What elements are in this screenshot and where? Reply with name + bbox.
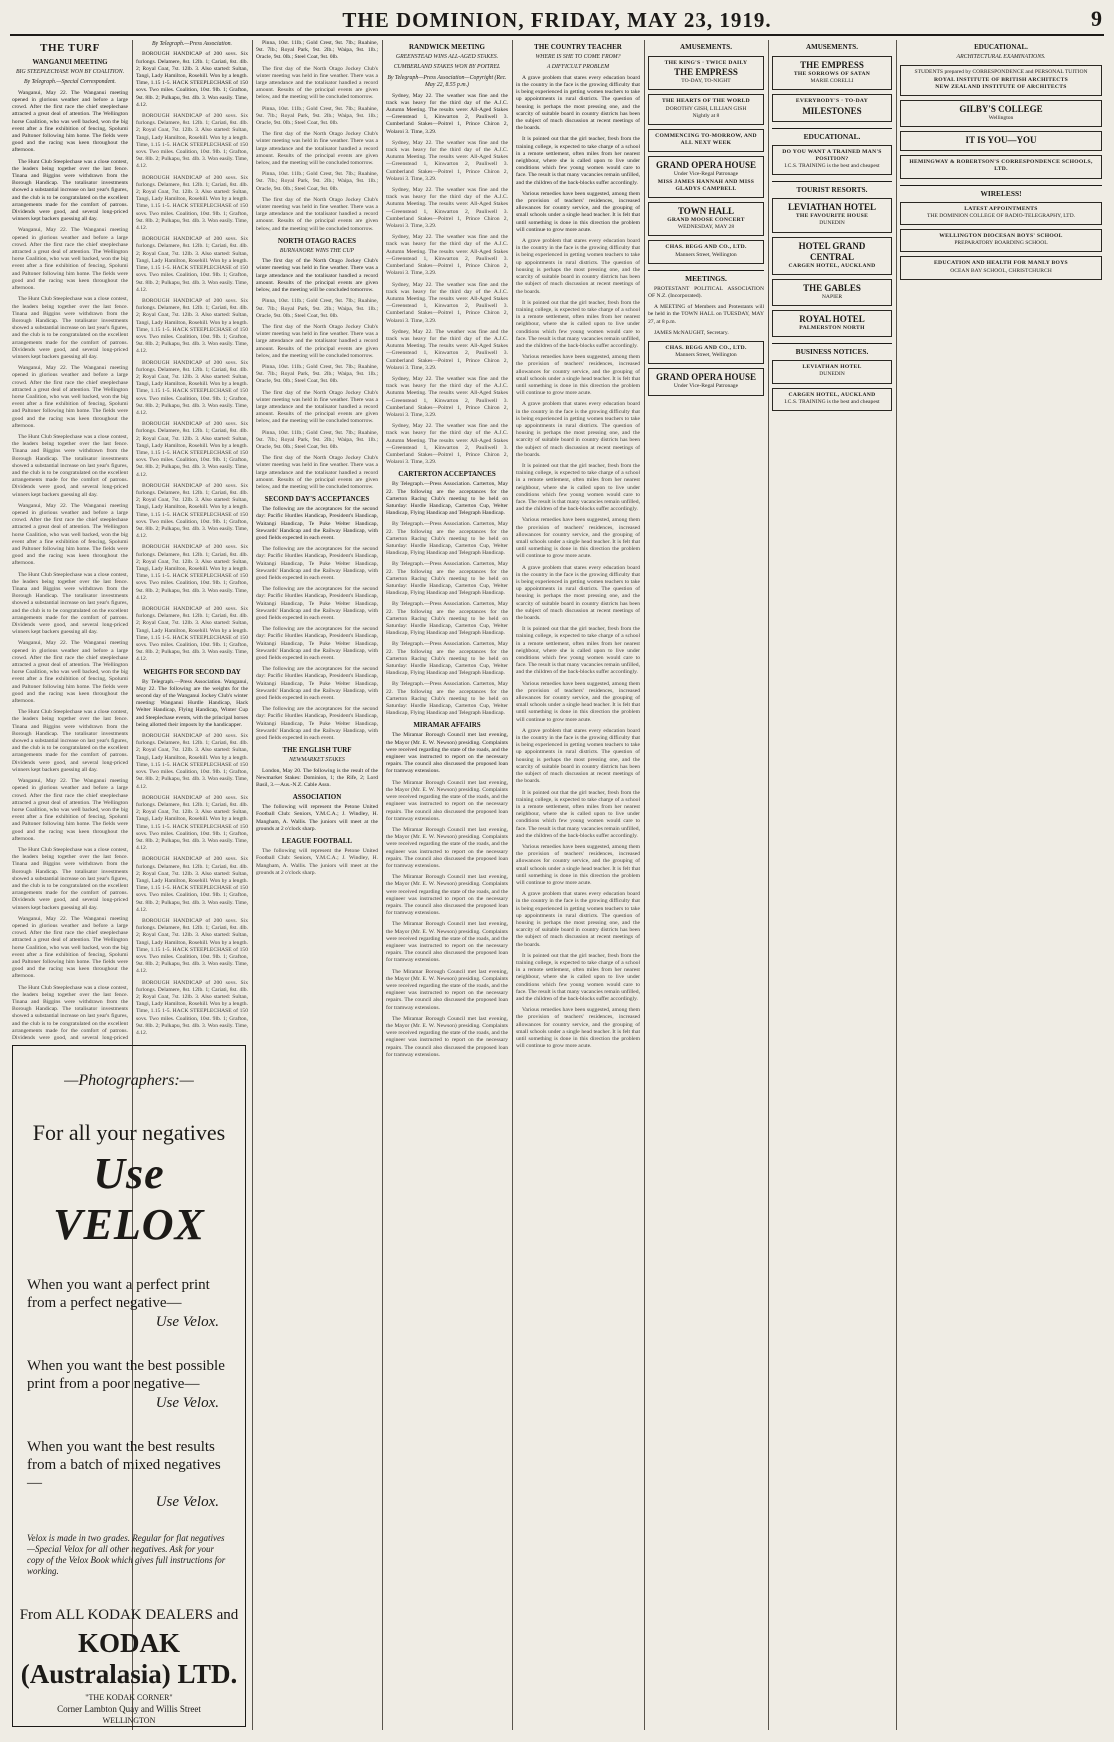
ad-line: GRAND MOOSE CONCERT <box>667 217 745 224</box>
article-body: Wanganui, May 22. The Wanganui meeting opened in glorious weather and before a large crowd. After the first race the chief steeplechase attracted a great deal of attention. The Wellington horse Coalition, who was well backed, won the big event after a fine exhibition of fencing, Spolumi and Paltoner following him home. The fields were good and the racing was keen throughout the afternoon. <box>12 227 128 292</box>
article-body: The Miramar Borough Council met last evening, the Mayor (Mr. E. W. Newson) presiding. Complaints were received regarding the state of the roads, and the engineer was instructed to report on the necessary repairs. The council also discussed the proposed loan for tramway extensions. <box>386 1015 508 1058</box>
ad-line: Under Vice-Regal Patronage <box>673 383 739 390</box>
ad-line: DUNEDIN <box>819 220 845 227</box>
article-body: Pinna, 10st. 11lb.; Gold Crest, 9st. 7lb.; Ruahine, 9st. 7lb.; Royal Park, 9st. 2lb.; Waipa, 9st. 1lb.; Oracle, 9st. 0lb.; Steel Coat, 9st. 0lb. <box>256 298 378 319</box>
column-educational <box>900 40 1102 1730</box>
article-body: It is pointed out that the girl teacher, fresh from the training college, is expected to take charge of a school in a remote settlement, often miles from her nearest neighbour, where she is called upon to live under conditions which few young women would care to face. The result is that many vacancies remain unfilled, and the children of the back-blocks suffer accordingly. <box>516 952 640 1002</box>
article-body: By Telegraph.—Press Association. Carterton, May 22. The following are the acceptances for the Carterton Racing Club's meeting to be held on Saturday: Hurdle Handicap, Carterton Cup, Welter Handicap, Flying Handicap and Telegraph Handicap. <box>386 481 508 517</box>
article-body: Pinna, 10st. 11lb.; Gold Crest, 9st. 7lb.; Ruahine, 9st. 7lb.; Royal Park, 9st. 2lb.; Waipa, 9st. 1lb.; Oracle, 9st. 0lb.; Steel Coat, 9st. 0lb. <box>256 105 378 127</box>
article-body: The Hunt Club Steeplechase was a close contest, the leaders being together over the last fence. Tinana and Biggins were withdrawn from the Borough Handicap. The totalisator investments showed a substantial increase on last year's figures, and the club is to be congratulated on the excellent arrangements made for the comfort of patrons. Dividends were good, and several long-priced winners kept backers guessing all day. <box>12 433 128 498</box>
article-body: The first day of the North Otago Jockey Club's winter meeting was held in fine weather. There was a large attendance and the totalisator handled a record amount. Results of the principal events are given below, and the meeting will be concluded tomorrow. <box>256 389 378 425</box>
ad-line: LEVIATHAN HOTEL <box>787 202 877 213</box>
ad-line: STUDENTS prepared by CORRESPONDENCE and PERSONAL TUITION <box>914 69 1088 76</box>
article-body: BOROUGH HANDICAP of 200 sovs. Six furlongs. Delamere, 8st. 12lb. 1; Cariati, 8st. 4lb. 2; Royal Coat, 7st. 12lb. 3. Also started: Sultan, Tangi, Lady Hamilton, Rosehill. Won by a length. Time, 1.15 1-5. HACK STEEPLECHASE of 150 sovs. Two miles. Coalition, 10st. 9lb. 1; Grafton, 9st. 8lb. 2; Pulkapu, 9st. 4lb. 3. Won easily. Time, 4.12. <box>136 297 248 355</box>
article-body: Wanganui, May 22. The Wanganui meeting opened in glorious weather and before a large crowd. After the first race the chief steeplechase attracted a great deal of attention. The Wellington horse Coalition, who was well backed, won the big event after a fine exhibition of fencing, Spolumi and Paltoner following him home. The fields were good and the racing was keen throughout the afternoon. <box>12 365 128 429</box>
ad-company: KODAK (Australasia) LTD. <box>20 1628 238 1689</box>
education-ad <box>900 202 1102 225</box>
ad-line: THE KING'S · TWICE DAILY <box>664 60 748 66</box>
article-body: BOROUGH HANDICAP of 200 sovs. Six furlongs. Delamere, 8st. 12lb. 1; Cariati, 8st. 4lb. 2; Royal Coat, 7st. 12lb. 3. Also started: Sultan, Tangi, Lady Hamilton, Rosehill. Won by a length. Time, 1.15 1-5. HACK STEEPLECHASE of 150 sovs. Two miles. Coalition, 10st. 9lb. 1; Grafton, 9st. 8lb. 2; Pulkapu, 9st. 4lb. 3. Won easily. Time, 4.12. <box>136 917 248 975</box>
ad-address: Corner Lambton Quay and Willis Street <box>57 1704 201 1714</box>
amusement-ad <box>772 94 892 121</box>
education-ad <box>900 65 1102 96</box>
amusement-ad <box>648 341 764 364</box>
ad-line: Nightly at 8 <box>692 112 720 119</box>
article-body: Various remedies have been suggested, among them the provision of teachers' residences, increased allowances for country service, and the grouping of small schools under a single head teacher. It is felt that until something is done in this direction the problem will continue to grow more acute. <box>516 680 640 723</box>
ad-line: PREPARATORY BOARDING SCHOOL <box>954 240 1048 247</box>
article-body: The following are the acceptances for the second day: Pacific Hurdles Handicap, President's Handicap, Waitangi Handicap, Te Puke Welter Handicap, Stewards' Handicap and the Railway Handicap, with good fields expected in each event. <box>256 626 378 662</box>
article-body: A grave problem that stares every education board in the country in the face is the growing difficulty that is being experienced in getting women teachers to take up appointments in rural districts. The question of housing is perhaps the most pressing one, and the scarcity of suitable board in country districts has been the subject of much discussion at recent meetings of the boards. <box>516 401 640 458</box>
ad-line: NEW ZEALAND INSTITUTE OF ARCHITECTS <box>935 83 1067 90</box>
ad-line: EDUCATION AND HEALTH FOR MANLY BOYS <box>934 260 1068 267</box>
ad-line: MARIE CORELLI <box>810 78 854 85</box>
section-heading: BUSINESS NOTICES. <box>772 343 892 356</box>
ad-fine-print: Velox is made in two grades. Regular for flat negatives—Special Velox for all other negatives. Ask for your copy of the Velox Book which gives full instructions for working. <box>27 1533 226 1576</box>
article-deck: BURNANORE WINS THE CUP <box>279 247 355 254</box>
ad-line: I.C.S. TRAINING is the best and cheapest <box>784 163 880 170</box>
ad-line: LEVIATHAN HOTEL <box>802 364 862 371</box>
article-body: The Miramar Borough Council met last evening, the Mayor (Mr. E. W. Newson) presiding. Complaints were received regarding the state of the roads, and the engineer was instructed to report on the necessary repairs. The council also discussed the proposed loan for tramway extensions. <box>386 874 508 917</box>
article-body: Sydney, May 22. The weather was fine and the track was heavy for the third day of the A.J.C. Autumn Meeting. The results were: All-Aged Stakes—Greenstead 1, Kinwarton 2, Pauliwell 3. Cumberland Stakes—Poitrel 1, Prince Chiron 2, Wolaroi 3. Time, 3.29. <box>386 328 508 371</box>
article-body: The Miramar Borough Council met last evening, the Mayor (Mr. E. W. Newson) presiding. Complaints were received regarding the state of the roads, and the engineer was instructed to report on the necessary repairs. The council also discussed the proposed loan for tramway extensions. <box>386 968 508 1011</box>
article-deck: WHERE IS SHE TO COME FROM? <box>535 54 621 60</box>
article-body: London, May 20. The following is the result of the Newmarket Stakes: Dominion, 1; the Rife, 2; Lord Basil, 3.—Aus.-N.Z. Cable Assn. <box>256 767 378 789</box>
ad-line: GRAND OPERA HOUSE <box>655 372 756 383</box>
ad-copy: When you want the best results from a batch of mixed negatives— <box>27 1439 221 1491</box>
ad-line: LATEST APPOINTMENTS <box>964 205 1038 212</box>
article-body: The first day of the North Otago Jockey Club's winter meeting was held in fine weather. There was a large attendance and the totalisator handled a record amount. Results of the principal events are given below, and the meeting will be concluded tomorrow. <box>256 196 378 232</box>
column-rule <box>644 40 645 1730</box>
article-body: A grave problem that stares every education board in the country in the face is the growing difficulty that is being experienced in getting women teachers to take up appointments in rural districts. The question of housing is perhaps the most pressing one, and the scarcity of suitable board in country districts has been the subject of much discussion at recent meetings of the boards. <box>516 238 640 295</box>
article-body: BOROUGH HANDICAP of 200 sovs. Six furlongs. Delamere, 8st. 12lb. 1; Cariati, 8st. 4lb. 2; Royal Coat, 7st. 12lb. 3. Also started: Sultan, Tangi, Lady Hamilton, Rosehill. Won by a length. Time, 1.15 1-5. HACK STEEPLECHASE of 150 sovs. Two miles. Coalition, 10st. 9lb. 1; Grafton, 9st. 8lb. 2; Pulkapu, 9st. 4lb. 3. Won easily. Time, 4.12. <box>136 733 248 790</box>
ad-line: NAPIER <box>821 293 843 300</box>
ad-line: Manners Street, Wellington <box>675 251 737 258</box>
article-heading: NORTH OTAGO RACES <box>277 236 357 245</box>
ad-line: Manners Street, Wellington <box>675 352 737 359</box>
amusement-ad <box>648 202 764 236</box>
article-body: The first day of the North Otago Jockey Club's winter meeting was held in fine weather. There was a large attendance and the totalisator handled a record amount. Results of the principal events are given below, and the meeting will be concluded tomorrow. <box>256 323 378 359</box>
article-body: Wanganui, May 22. The Wanganui meeting opened in glorious weather and before a large crowd. After the first race the chief steeplechase attracted a great deal of attention. The Wellington horse Coalition, who was well backed, won the big event after a fine exhibition of fencing, Spolumi and Paltoner following him home. The fields were good and the racing was keen throughout the afternoon. <box>12 915 128 980</box>
article-body: The first day of the North Otago Jockey Club's winter meeting was held in fine weather. There was a large attendance and the totalisator handled a record amount. Results of the principal events are given below, and the meeting will be concluded tomorrow. <box>256 65 378 101</box>
article-body: The following will represent the Petone United Football Club: Seniors, Y.M.C.A.; J. Windley, H. Mangham, A. Wallis. The juniors will meet at the grounds at 2 o'clock sharp. <box>256 848 378 876</box>
ad-line: THE DOMINION COLLEGE OF RADIO-TELEGRAPHY, LTD. <box>926 212 1076 219</box>
column-randwick <box>386 40 508 1730</box>
column-rule <box>896 40 897 1730</box>
ad-city: WELLINGTON <box>102 1716 156 1725</box>
article-body: It is pointed out that the girl teacher, fresh from the training college, is expected to take charge of a school in a remote settlement, often miles from her nearest neighbour, where she is called upon to live under conditions which few young women would care to face. The result is that many vacancies remain unfilled, and the children of the back-blocks suffer accordingly. <box>516 299 640 349</box>
article-deck: CUMBERLAND STAKES WON BY POITREL <box>393 64 501 71</box>
article-body: Pinna, 10st. 11lb.; Gold Crest, 9st. 7lb.; Ruahine, 9st. 7lb.; Royal Park, 9st. 2lb.; Waipa, 9st. 1lb.; Oracle, 9st. 0lb.; Steel Coat, 9st. 0lb. <box>256 429 378 450</box>
article-deck: ARCHITECTURAL EXAMINATIONS. <box>956 54 1046 60</box>
article-body: The Hunt Club Steeplechase was a close contest, the leaders being together over the last fence. Tinana and Biggins were withdrawn from the Borough Handicap. The totalisator investments showed a substantial increase on last year's figures, and the club is to be congratulated on the excellent arrangements made for the comfort of patrons. Dividends were good, and several long-priced winners kept backers guessing all day. <box>12 709 128 773</box>
education-ad <box>772 145 892 176</box>
article-body: Sydney, May 22. The weather was fine and the track was heavy for the third day of the A.J.C. Autumn Meeting. The results were: All-Aged Stakes—Greenstead 1, Kinwarton 2, Pauliwell 3. Cumberland Stakes—Poitrel 1, Prince Chiron 2, Wolaroi 3. Time, 3.29. <box>386 187 508 230</box>
column-amusements <box>648 40 764 1730</box>
ad-line: I.C.S. TRAINING is the best and cheapest <box>784 398 880 405</box>
article-deck: BIG STEEPLECHASE WON BY COALITION. <box>15 69 125 75</box>
ad-copy: When you want a perfect print from a perfect negative— <box>27 1277 210 1311</box>
article-body: Various remedies have been suggested, among them the provision of teachers' residences, increased allowances for country service, and the grouping of small schools under a single head teacher. It is felt that until something is done in this direction the problem will continue to grow more acute. <box>516 190 640 233</box>
page-title: THE DOMINION, FRIDAY, MAY 23, 1919. <box>342 8 772 32</box>
article-body: The following will represent the Petone United Football Club: Seniors, Y.M.C.A.; J. Windley, H. Mangham, A. Wallis. The juniors will meet at the grounds at 2 o'clock sharp. <box>256 804 378 832</box>
ad-line: MILESTONES <box>802 105 862 116</box>
ad-line: THE SORROWS OF SATAN <box>793 71 871 77</box>
ad-line: WEDNESDAY, MAY 28 <box>677 224 735 231</box>
ad-line: ROYAL HOTEL <box>799 314 865 325</box>
ad-store-name: "THE KODAK CORNER" <box>85 1693 173 1702</box>
ad-tagline: Use Velox. <box>155 1395 219 1411</box>
article-heading: SECOND DAY'S ACCEPTANCES <box>264 495 370 504</box>
column-amusements-2 <box>772 40 892 1730</box>
ad-tagline: Use Velox. <box>155 1314 219 1330</box>
ad-line: DOROTHY GISH, LILLIAN GISH <box>665 105 747 112</box>
article-body: The following are the acceptances for the second day: Pacific Hurdles Handicap, President's Handicap, Waitangi Handicap, Te Puke Welter Handicap, Stewards' Handicap and the Railway Handicap, with good fields expected in each event. <box>256 506 378 541</box>
article-heading: RANDWICK MEETING <box>408 43 486 51</box>
article-body: Pinna, 10st. 11lb.; Gold Crest, 9st. 7lb.; Ruahine, 9st. 7lb.; Royal Park, 9st. 2lb.; Waipa, 9st. 1lb.; Oracle, 9st. 0lb.; Steel Coat, 9st. 0lb. <box>256 171 378 192</box>
column-rule <box>768 40 769 1730</box>
section-heading: THE TURF <box>40 42 100 54</box>
article-body: The following are the acceptances for the second day: Pacific Hurdles Handicap, President's Handicap, Waitangi Handicap, Te Puke Welter Handicap, Stewards' Handicap and the Railway Handicap, with good fields expected in each event. <box>256 706 378 742</box>
section-heading: AMUSEMENTS. <box>680 43 732 51</box>
ad-photographers-heading: —Photographers:— <box>64 1072 194 1089</box>
article-body: Sydney, May 22. The weather was fine and the track was heavy for the third day of the A.J.C. Autumn Meeting. The results were: All-Aged Stakes—Greenstead 1, Kinwarton 2, Pauliwell 3. Cumberland Stakes—Poitrel 1, Prince Chiron 2, Wolaroi 3. Time, 3.29. <box>386 92 508 135</box>
business-ad <box>772 388 892 411</box>
article-body: Sydney, May 22. The weather was fine and the track was heavy for the third day of the A.J.C. Autumn Meeting. The results were: All-Aged Stakes—Greenstead 1, Kinwarton 2, Pauliwell 3. Cumberland Stakes—Poitrel 1, Prince Chiron 2, Wolaroi 3. Time, 3.29. <box>386 423 508 466</box>
ad-line: THE GABLES <box>803 282 861 293</box>
ad-line: WELLINGTON DIOCESAN BOYS' SCHOOL <box>939 233 1063 240</box>
education-ad <box>900 229 1102 252</box>
article-heading: THE COUNTRY TEACHER <box>534 43 622 51</box>
column-rule <box>252 40 253 1730</box>
column-rule <box>382 40 383 1730</box>
article-body: BOROUGH HANDICAP of 200 sovs. Six furlongs. Delamere, 8st. 12lb. 1; Cariati, 8st. 4lb. 2; Royal Coat, 7st. 12lb. 3. Also started: Sultan, Tangi, Lady Hamilton, Rosehill. Won by a length. Time, 1.15 1-5. HACK STEEPLECHASE of 150 sovs. Two miles. Coalition, 10st. 9lb. 1; Grafton, 9st. 8lb. 2; Pulkapu, 9st. 4lb. 3. Won easily. Time, 4.12. <box>136 421 248 478</box>
ad-line: HEMINGWAY & ROBERTSON'S CORRESPONDENCE SCHOOLS, LTD. <box>909 159 1093 173</box>
article-body: BOROUGH HANDICAP of 200 sovs. Six furlongs. Delamere, 8st. 12lb. 1; Cariati, 8st. 4lb. 2; Royal Coat, 7st. 12lb. 3. Also started: Sultan, Tangi, Lady Hamilton, Rosehill. Won by a length. Time, 1.15 1-5. HACK STEEPLECHASE of 150 sovs. Two miles. Coalition, 10st. 9lb. 1; Grafton, 9st. 8lb. 2; Pulkapu, 9st. 4lb. 3. Won easily. Time, 4.12. <box>136 482 248 540</box>
article-deck: GREENSTEAD WINS ALL-AGED STAKES. <box>395 54 499 60</box>
article-body: By Telegraph.—Press Association. Carterton, May 22. The following are the acceptances for the Carterton Racing Club's meeting to be held on Saturday: Hurdle Handicap, Carterton Cup, Welter Handicap, Flying Handicap and Telegraph Handicap. <box>386 681 508 717</box>
article-body: BOROUGH HANDICAP of 200 sovs. Six furlongs. Delamere, 8st. 12lb. 1; Cariati, 8st. 4lb. 2; Royal Coat, 7st. 12lb. 3. Also started: Sultan, Tangi, Lady Hamilton, Rosehill. Won by a length. Time, 1.15 1-5. HACK STEEPLECHASE of 150 sovs. Two miles. Coalition, 10st. 9lb. 1; Grafton, 9st. 8lb. 2; Pulkapu, 9st. 4lb. 3. Won easily. Time, 4.12. <box>136 236 248 293</box>
ad-brand: Use VELOX <box>53 1149 205 1249</box>
article-body: The Miramar Borough Council met last evening, the Mayor (Mr. E. W. Newson) presiding. Complaints were received regarding the state of the roads, and the engineer was instructed to report on the necessary repairs. The council also discussed the proposed loan for tramway extensions. <box>386 779 508 822</box>
column-rule <box>512 40 513 1730</box>
article-body: By Telegraph.—Press Association. Wanganui, May 22. The following are the weights for the second day of the Wanganui Jockey Club's winter meeting: Wanganui Hurdle Handicap, Hack Welter Handicap, Flying Handicap, Winter Cup and Steeplechase events, with the principal horses being allotted their imposts by the handicapper. <box>136 678 248 728</box>
section-heading: EDUCATIONAL. <box>974 43 1028 51</box>
article-body: The following are the acceptances for the second day: Pacific Hurdles Handicap, President's Handicap, Waitangi Handicap, Te Puke Welter Handicap, Stewards' Handicap and the Railway Handicap, with good fields expected in each event. <box>256 546 378 581</box>
article-body: Sydney, May 22. The weather was fine and the track was heavy for the third day of the A.J.C. Autumn Meeting. The results were: All-Aged Stakes—Greenstead 1, Kinwarton 2, Pauliwell 3. Cumberland Stakes—Poitrel 1, Prince Chiron 2, Wolaroi 3. Time, 3.29. <box>386 139 508 182</box>
article-heading: WANGANUI MEETING <box>32 58 108 66</box>
article-heading: WEIGHTS FOR SECOND DAY <box>143 667 241 676</box>
article-body: BOROUGH HANDICAP of 200 sovs. Six furlongs. Delamere, 8st. 12lb. 1; Cariati, 8st. 4lb. 2; Royal Coat, 7st. 12lb. 3. Also started: Sultan, Tangi, Lady Hamilton, Rosehill. Won by a length. Time, 1.15 1-5. HACK STEEPLECHASE of 150 sovs. Two miles. Coalition, 10st. 9lb. 1; Grafton, 9st. 8lb. 2; Pulkapu, 9st. 4lb. 3. Won easily. Time, 4.12. <box>136 606 248 663</box>
article-body: The Hunt Club Steeplechase was a close contest, the leaders being together over the last fence. Tinana and Biggins were withdrawn from the Borough Handicap. The totalisator investments showed a substantial increase on last year's figures, and the club is to be congratulated on the excellent arrangements made for the comfort of patrons. Dividends were good, and several long-priced winners kept backers guessing all day. <box>12 296 128 360</box>
article-body: By Telegraph.—Press Association. Carterton, May 22. The following are the acceptances for the Carterton Racing Club's meeting to be held on Saturday: Hurdle Handicap, Carterton Cup, Welter Handicap, Flying Handicap and Telegraph Handicap. <box>386 601 508 637</box>
article-body: The Miramar Borough Council met last evening, the Mayor (Mr. E. W. Newson) presiding. Complaints were received regarding the state of the roads, and the engineer was instructed to report on the necessary repairs. The council also discussed the proposed loan for tramway extensions. <box>386 826 508 869</box>
ad-line: DUNEDIN <box>819 371 845 378</box>
article-heading: MIRAMAR AFFAIRS <box>413 721 481 730</box>
education-ad <box>900 131 1102 151</box>
notice-body: A MEETING of Members and Protestants will be held in the TOWN HALL on TUESDAY, MAY 27, at 8 p.m. <box>648 304 764 325</box>
article-body: The first day of the North Otago Jockey Club's winter meeting was held in fine weather. There was a large attendance and the totalisator handled a record amount. Results of the principal events are given below, and the meeting will be concluded tomorrow. <box>256 455 378 490</box>
ad-headline: For all your negatives <box>32 1120 226 1145</box>
article-body: The first day of the North Otago Jockey Club's winter meeting was held in fine weather. There was a large attendance and the totalisator handled a record amount. Results of the principal events are given below, and the meeting will be concluded tomorrow. <box>256 258 378 294</box>
ad-line: CARGEN HOTEL, AUCKLAND <box>788 262 876 269</box>
article-deck: NEWMARKET STAKES <box>289 757 345 764</box>
ad-line: GILBY'S COLLEGE <box>959 104 1043 115</box>
article-body: Pinna, 10st. 11lb.; Gold Crest, 9st. 7lb.; Ruahine, 9st. 7lb.; Royal Park, 9st. 2lb.; Waipa, 9st. 1lb.; Oracle, 9st. 0lb.; Steel Coat, 9st. 0lb. <box>256 363 378 385</box>
ad-line: THE HEARTS OF THE WORLD <box>661 98 751 105</box>
article-body: BOROUGH HANDICAP of 200 sovs. Six furlongs. Delamere, 8st. 12lb. 1; Cariati, 8st. 4lb. 2; Royal Coat, 7st. 12lb. 3. Also started: Sultan, Tangi, Lady Hamilton, Rosehill. Won by a length. Time, 1.15 1-5. HACK STEEPLECHASE of 150 sovs. Two miles. Coalition, 10st. 9lb. 1; Grafton, 9st. 8lb. 2; Pulkapu, 9st. 4lb. 3. Won easily. Time, 4.12. <box>136 359 248 416</box>
ad-line: Wellington <box>988 115 1014 122</box>
article-body: The first day of the North Otago Jockey Club's winter meeting was held in fine weather. There was a large attendance and the totalisator handled a record amount. Results of the principal events are given below, and the meeting will be concluded tomorrow. <box>256 131 378 167</box>
ad-line: THE EMPRESS <box>674 67 738 78</box>
amusement-ad <box>648 240 764 263</box>
article-heading: THE ENGLISH TURF <box>282 746 352 755</box>
education-ad <box>900 256 1102 279</box>
article-body: The Hunt Club Steeplechase was a close contest, the leaders being together over the last fence. Tinana and Biggins were withdrawn from the Borough Handicap. The totalisator investments showed a substantial increase on last year's figures, and the club is to be congratulated on the excellent arrangements made for the comfort of patrons. Dividends were good, and several long-priced winners kept backers guessing all day. <box>12 846 128 911</box>
article-body: Sydney, May 22. The weather was fine and the track was heavy for the third day of the A.J.C. Autumn Meeting. The results were: All-Aged Stakes—Greenstead 1, Kinwarton 2, Pauliwell 3. Cumberland Stakes—Poitrel 1, Prince Chiron 2, Wolaroi 3. Time, 3.29. <box>386 281 508 324</box>
hotel-ad <box>772 198 892 232</box>
ad-tagline: Use Velox. <box>155 1494 219 1510</box>
column-results <box>136 40 248 1040</box>
ad-line: GRAND OPERA HOUSE <box>655 160 756 171</box>
column-turf <box>12 40 128 1040</box>
article-body: BOROUGH HANDICAP of 200 sovs. Six furlongs. Delamere, 8st. 12lb. 1; Cariati, 8st. 4lb. 2; Royal Coat, 7st. 12lb. 3. Also started: Sultan, Tangi, Lady Hamilton, Rosehill. Won by a length. Time, 1.15 1-5. HACK STEEPLECHASE of 150 sovs. Two miles. Coalition, 10st. 9lb. 1; Grafton, 9st. 8lb. 2; Pulkapu, 9st. 4lb. 3. Won easily. Time, 4.12. <box>136 856 248 913</box>
article-body: It is pointed out that the girl teacher, fresh from the training college, is expected to take charge of a school in a remote settlement, often miles from her nearest neighbour, where she is called upon to live under conditions which few young women would care to face. The result is that many vacancies remain unfilled, and the children of the back-blocks suffer accordingly. <box>516 626 640 676</box>
article-body: Various remedies have been suggested, among them the provision of teachers' residences, increased allowances for country service, and the grouping of small schools under a single head teacher. It is felt that until something is done in this direction the problem will continue to grow more acute. <box>516 843 640 886</box>
hotel-ad <box>772 237 892 275</box>
masthead <box>10 4 1104 36</box>
ad-line: TOWN HALL <box>677 206 735 217</box>
notice-body: JAMES McNAUGHT, Secretary. <box>654 329 729 336</box>
ad-line: TO-DAY, TO-NIGHT <box>681 78 731 85</box>
education-ad <box>900 100 1102 127</box>
amusement-ad <box>648 94 764 125</box>
ad-line: DO YOU WANT A TRAINED MAN'S POSITION? <box>782 148 882 162</box>
section-heading: AMUSEMENTS. <box>806 43 858 51</box>
section-heading: EDUCATIONAL. <box>772 128 892 141</box>
section-heading: MEETINGS. <box>648 270 764 283</box>
article-heading: ASSOCIATION <box>292 793 342 802</box>
article-body: The Hunt Club Steeplechase was a close contest, the leaders being together over the last fence. Tinana and Biggins were withdrawn from the Borough Handicap. The totalisator investments showed a substantial increase on last year's figures, and the club is to be congratulated on the excellent arrangements made for the comfort of patrons. Dividends were good, and several long-priced <box>12 984 128 1040</box>
article-body: BOROUGH HANDICAP of 200 sovs. Six furlongs. Delamere, 8st. 12lb. 1; Cariati, 8st. 4lb. 2; Royal Coat, 7st. 12lb. 3. Also started: Sultan, Tangi, Lady Hamilton, Rosehill. Won by a length. Time, 1.15 1-5. HACK STEEPLECHASE of 150 sovs. Two miles. Coalition, 10st. 9lb. 1; Grafton, 9st. 8lb. 2; Pulkapu, 9st. 4lb. 3. Won easily. Time, 4.12. <box>136 794 248 852</box>
ad-line: OCEAN BAY SCHOOL, CHRISTCHURCH <box>950 267 1052 274</box>
article-body: The following are the acceptances for the second day: Pacific Hurdles Handicap, President's Handicap, Waitangi Handicap, Te Puke Welter Handicap, Stewards' Handicap and the Railway Handicap, with good fields expected in each event. <box>256 586 378 622</box>
notice-body: PROTESTANT POLITICAL ASSOCIATION OF N.Z. (Incorporated). <box>648 285 764 300</box>
ad-line: HOTEL GRAND CENTRAL <box>798 240 866 262</box>
ad-line: CHAS. BEGG AND CO., LTD. <box>665 244 747 251</box>
article-body: BOROUGH HANDICAP of 200 sovs. Six furlongs. Delamere, 8st. 12lb. 1; Cariati, 8st. 4lb. 2; Royal Coat, 7st. 12lb. 3. Also started: Sultan, Tangi, Lady Hamilton, Rosehill. Won by a length. Time, 1.15 1-5. HACK STEEPLECHASE of 150 sovs. Two miles. Coalition, 10st. 9lb. 1; Grafton, 9st. 8lb. 2; Pulkapu, 9st. 4lb. 3. Won easily. Time, 4.12. <box>136 113 248 170</box>
ad-line: CHAS. BEGG AND CO., LTD. <box>665 345 747 352</box>
ad-line: Under Vice-Regal Patronage <box>673 171 739 178</box>
article-body: Pinna, 10st. 11lb.; Gold Crest, 9st. 7lb.; Ruahine, 9st. 7lb.; Royal Park, 9st. 2lb.; Waipa, 9st. 1lb.; Oracle, 9st. 0lb.; Steel Coat, 9st. 0lb. <box>256 40 378 61</box>
article-body: It is pointed out that the girl teacher, fresh from the training college, is expected to take charge of a school in a remote settlement, often miles from her nearest neighbour, where she is called upon to live under conditions which few young women would care to face. The result is that many vacancies remain unfilled, and the children of the back-blocks suffer accordingly. <box>516 136 640 186</box>
article-body: Various remedies have been suggested, among them the provision of teachers' residences, increased allowances for country service, and the grouping of small schools under a single head teacher. It is felt that until something is done in this direction the problem will continue to grow more acute. <box>516 354 640 397</box>
article-deck: A DIFFICULT PROBLEM <box>546 64 610 71</box>
article-body: BOROUGH HANDICAP of 200 sovs. Six furlongs. Delamere, 8st. 12lb. 1; Cariati, 8st. 4lb. 2; Royal Coat, 7st. 12lb. 3. Also started: Sultan, Tangi, Lady Hamilton, Rosehill. Won by a length. Time, 1.15 1-5. HACK STEEPLECHASE of 150 sovs. Two miles. Coalition, 10st. 9lb. 1; Grafton, 9st. 8lb. 2; Pulkapu, 9st. 4lb. 3. Won easily. Time, 4.12. <box>136 174 248 232</box>
ad-line: IT IS YOU—YOU <box>965 135 1037 146</box>
article-body: A grave problem that stares every education board in the country in the face is the growing difficulty that is being experienced in getting women teachers to take up appointments in rural districts. The question of housing is perhaps the most pressing one, and the scarcity of suitable board in country districts has been the subject of much discussion at recent meetings of the boards. <box>516 727 640 785</box>
amusement-ad <box>648 56 764 90</box>
byline: By Telegraph—Press Association—Copyright (Rec. May 22, 8.55 p.m.) <box>387 74 507 89</box>
article-body: The following are the acceptances for the second day: Pacific Hurdles Handicap, President's Handicap, Waitangi Handicap, Te Puke Welter Handicap, Stewards' Handicap and the Railway Handicap, with good fields expected in each event. <box>256 666 378 702</box>
article-body: Wanganui, May 22. The Wanganui meeting opened in glorious weather and before a large crowd. After the first race the chief steeplechase attracted a great deal of attention. The Wellington horse Coalition, who was well backed, won the big event after a fine exhibition of fencing, Spolumi and Paltoner following him home. The fields were good and the racing was keen throughout the afternoon. <box>12 502 128 567</box>
article-body: Various remedies have been suggested, among them the provision of teachers' residences, increased allowances for country service, and the grouping of small schools under a single head teacher. It is felt that until something is done in this direction the problem will continue to grow more acute. <box>516 1007 640 1050</box>
article-body: BOROUGH HANDICAP of 200 sovs. Six furlongs. Delamere, 8st. 12lb. 1; Cariati, 8st. 4lb. 2; Royal Coat, 7st. 12lb. 3. Also started: Sultan, Tangi, Lady Hamilton, Rosehill. Won by a length. Time, 1.15 1-5. HACK STEEPLECHASE of 150 sovs. Two miles. Coalition, 10st. 9lb. 1; Grafton, 9st. 8lb. 2; Pulkapu, 9st. 4lb. 3. Won easily. Time, 4.12. <box>136 979 248 1036</box>
article-body: Wanganui, May 22. The Wanganui meeting opened in glorious weather and before a large crowd. After the first race the chief steeplechase attracted a great deal of attention. The Wellington horse Coalition, who was well backed, won the big event after a fine exhibition of fencing, Spolumi and Paltoner following him home. The fields were good and the racing was keen throughout the afternoon. <box>12 778 128 842</box>
article-body: Sydney, May 22. The weather was fine and the track was heavy for the third day of the A.J.C. Autumn Meeting. The results were: All-Aged Stakes—Greenstead 1, Kinwarton 2, Pauliwell 3. Cumberland Stakes—Poitrel 1, Prince Chiron 2, Wolaroi 3. Time, 3.29. <box>386 234 508 277</box>
article-body: By Telegraph.—Press Association. Carterton, May 22. The following are the acceptances for the Carterton Racing Club's meeting to be held on Saturday: Hurdle Handicap, Carterton Cup, Welter Handicap, Flying Handicap and Telegraph Handicap. <box>386 521 508 557</box>
article-body: The Hunt Club Steeplechase was a close contest, the leaders being together over the last fence. Tinana and Biggins were withdrawn from the Borough Handicap. The totalisator investments showed a substantial increase on last year's figures, and the club is to be congratulated on the excellent arrangements made for the comfort of patrons. Dividends were good, and several long-priced winners kept backers guessing all day. <box>12 571 128 636</box>
article-body: Sydney, May 22. The weather was fine and the track was heavy for the third day of the A.J.C. Autumn Meeting. The results were: All-Aged Stakes—Greenstead 1, Kinwarton 2, Pauliwell 3. Cumberland Stakes—Poitrel 1, Prince Chiron 2, Wolaroi 3. Time, 3.29. <box>386 375 508 418</box>
article-body: By Telegraph.—Press Association. Carterton, May 22. The following are the acceptances for the Carterton Racing Club's meeting to be held on Saturday: Hurdle Handicap, Carterton Cup, Welter Handicap, Flying Handicap and Telegraph Handicap. <box>386 641 508 677</box>
amusement-ad <box>648 368 764 395</box>
article-body: It is pointed out that the girl teacher, fresh from the training college, is expected to take charge of a school in a remote settlement, often miles from her nearest neighbour, where she is called upon to live under conditions which few young women would care to face. The result is that many vacancies remain unfilled, and the children of the back-blocks suffer accordingly. <box>516 462 640 513</box>
article-heading: CARTERTON ACCEPTANCES <box>398 470 496 479</box>
byline: By Telegraph.—Press Association. <box>152 41 232 47</box>
velox-advertisement <box>12 1045 246 1727</box>
article-body: BOROUGH HANDICAP of 200 sovs. Six furlongs. Delamere, 8st. 12lb. 1; Cariati, 8st. 4lb. 2; Royal Coat, 7st. 12lb. 3. Also started: Sultan, Tangi, Lady Hamilton, Rosehill. Won by a length. Time, 1.15 1-5. HACK STEEPLECHASE of 150 sovs. Two miles. Coalition, 10st. 9lb. 1; Grafton, 9st. 8lb. 2; Pulkapu, 9st. 4lb. 3. Won easily. Time, 4.12. <box>136 544 248 601</box>
education-ad <box>900 155 1102 178</box>
column-country-teacher <box>516 40 640 1730</box>
amusement-ad <box>772 56 892 90</box>
article-body: BOROUGH HANDICAP of 200 sovs. Six furlongs. Delamere, 8st. 12lb. 1; Cariati, 8st. 4lb. 2; Royal Coat, 7st. 12lb. 3. Also started: Sultan, Tangi, Lady Hamilton, Rosehill. Won by a length. Time, 1.15 1-5. HACK STEEPLECHASE of 150 sovs. Two miles. Coalition, 10st. 9lb. 1; Grafton, 9st. 8lb. 2; Pulkapu, 9st. 4lb. 3. Won easily. Time, 4.12. <box>136 51 248 108</box>
page-number: 9 <box>1091 6 1102 31</box>
article-body: Wanganui, May 22. The Wanganui meeting opened in glorious weather and before a large crowd. After the first race the chief steeplechase attracted a great deal of attention. The Wellington horse Coalition, who was well backed, won the big event after a fine exhibition of fencing, Spolumi and Paltoner following him home. The fields were good and the racing was keen throughout the afternoon. <box>12 89 128 154</box>
article-body: Various remedies have been suggested, among them the provision of teachers' residences, increased allowances for country service, and the grouping of small schools under a single head teacher. It is felt that until something is done in this direction the problem will continue to grow more acute. <box>516 517 640 560</box>
article-body: The Miramar Borough Council met last evening, the Mayor (Mr. E. W. Newson) presiding. Complaints were received regarding the state of the roads, and the engineer was instructed to report on the necessary repairs. The council also discussed the proposed loan for tramway extensions. <box>386 921 508 964</box>
byline: By Telegraph.—Special Correspondent. <box>24 79 116 86</box>
article-body: A grave problem that stares every education board in the country in the face is the growing difficulty that is being experienced in getting women teachers to take up appointments in rural districts. The question of housing is perhaps the most pressing one, and the scarcity of suitable board in country districts has been the subject of much discussion at recent meetings of the boards. <box>516 891 640 948</box>
article-body: A grave problem that stares every education board in the country in the face is the growing difficulty that is being experienced in getting women teachers to take up appointments in rural districts. The question of housing is perhaps the most pressing one, and the scarcity of suitable board in country districts has been the subject of much discussion at recent meetings of the boards. <box>516 74 640 132</box>
article-body: The Hunt Club Steeplechase was a close contest, the leaders being together over the last fence. Tinana and Biggins were withdrawn from the Borough Handicap. The totalisator investments showed a substantial increase on last year's figures, and the club is to be congratulated on the excellent arrangements made for the comfort of patrons. Dividends were good, and several long-priced winners kept backers guessing all day. <box>12 158 128 223</box>
ad-line: MISS JAMES HANNAH AND MISS GLADYS CAMPBELL <box>657 178 755 192</box>
ad-line: THE FAVOURITE HOUSE <box>795 213 869 220</box>
ad-line: CARGEN HOTEL, AUCKLAND <box>788 391 876 398</box>
ad-line: ROYAL INSTITUTE OF BRITISH ARCHITECTS <box>933 76 1069 83</box>
ad-line: THE EMPRESS <box>800 60 864 70</box>
ad-line: COMMENCING TO-MORROW, AND ALL NEXT WEEK <box>655 133 757 147</box>
article-body: Wanganui, May 22. The Wanganui meeting opened in glorious weather and before a large crowd. After the first race the chief steeplechase attracted a great deal of attention. The Wellington horse Coalition, who was well backed, won the big event after a fine exhibition of fencing, Spolumi and Paltoner following him home. The fields were good and the racing was keen throughout the afternoon. <box>12 640 128 705</box>
article-body: It is pointed out that the girl teacher, fresh from the training college, is expected to take charge of a school in a remote settlement, often miles from her nearest neighbour, where she is called upon to live under conditions which few young women would care to face. The result is that many vacancies remain unfilled, and the children of the back-blocks suffer accordingly. <box>516 789 640 839</box>
hotel-ad <box>772 310 892 337</box>
column-sports <box>256 40 378 1730</box>
ad-line: EVERYBODY'S · TO-DAY <box>795 98 869 105</box>
business-ad <box>772 360 892 383</box>
ad-from: From ALL KODAK DEALERS and <box>19 1607 239 1623</box>
article-heading: LEAGUE FOOTBALL <box>281 837 353 846</box>
hotel-ad <box>772 279 892 306</box>
amusement-ad <box>648 156 764 198</box>
ad-copy: When you want the best possible print from a poor negative— <box>27 1358 225 1392</box>
section-heading: TOURIST RESORTS. <box>772 181 892 194</box>
article-body: A grave problem that stares every education board in the country in the face is the growing difficulty that is being experienced in getting women teachers to take up appointments in rural districts. The question of housing is perhaps the most pressing one, and the scarcity of suitable board in country districts has been the subject of much discussion at recent meetings of the boards. <box>516 564 640 622</box>
ad-line: PALMERSTON NORTH <box>799 325 865 332</box>
section-heading: WIRELESS! <box>900 185 1102 198</box>
article-body: By Telegraph.—Press Association. Carterton, May 22. The following are the acceptances for the Carterton Racing Club's meeting to be held on Saturday: Hurdle Handicap, Carterton Cup, Welter Handicap, Flying Handicap and Telegraph Handicap. <box>386 561 508 597</box>
article-body: The Miramar Borough Council met last evening, the Mayor (Mr. E. W. Newson) presiding. Complaints were received regarding the state of the roads, and the engineer was instructed to report on the necessary repairs. The council also discussed the proposed loan for tramway extensions. <box>386 732 508 775</box>
amusement-ad <box>648 129 764 152</box>
